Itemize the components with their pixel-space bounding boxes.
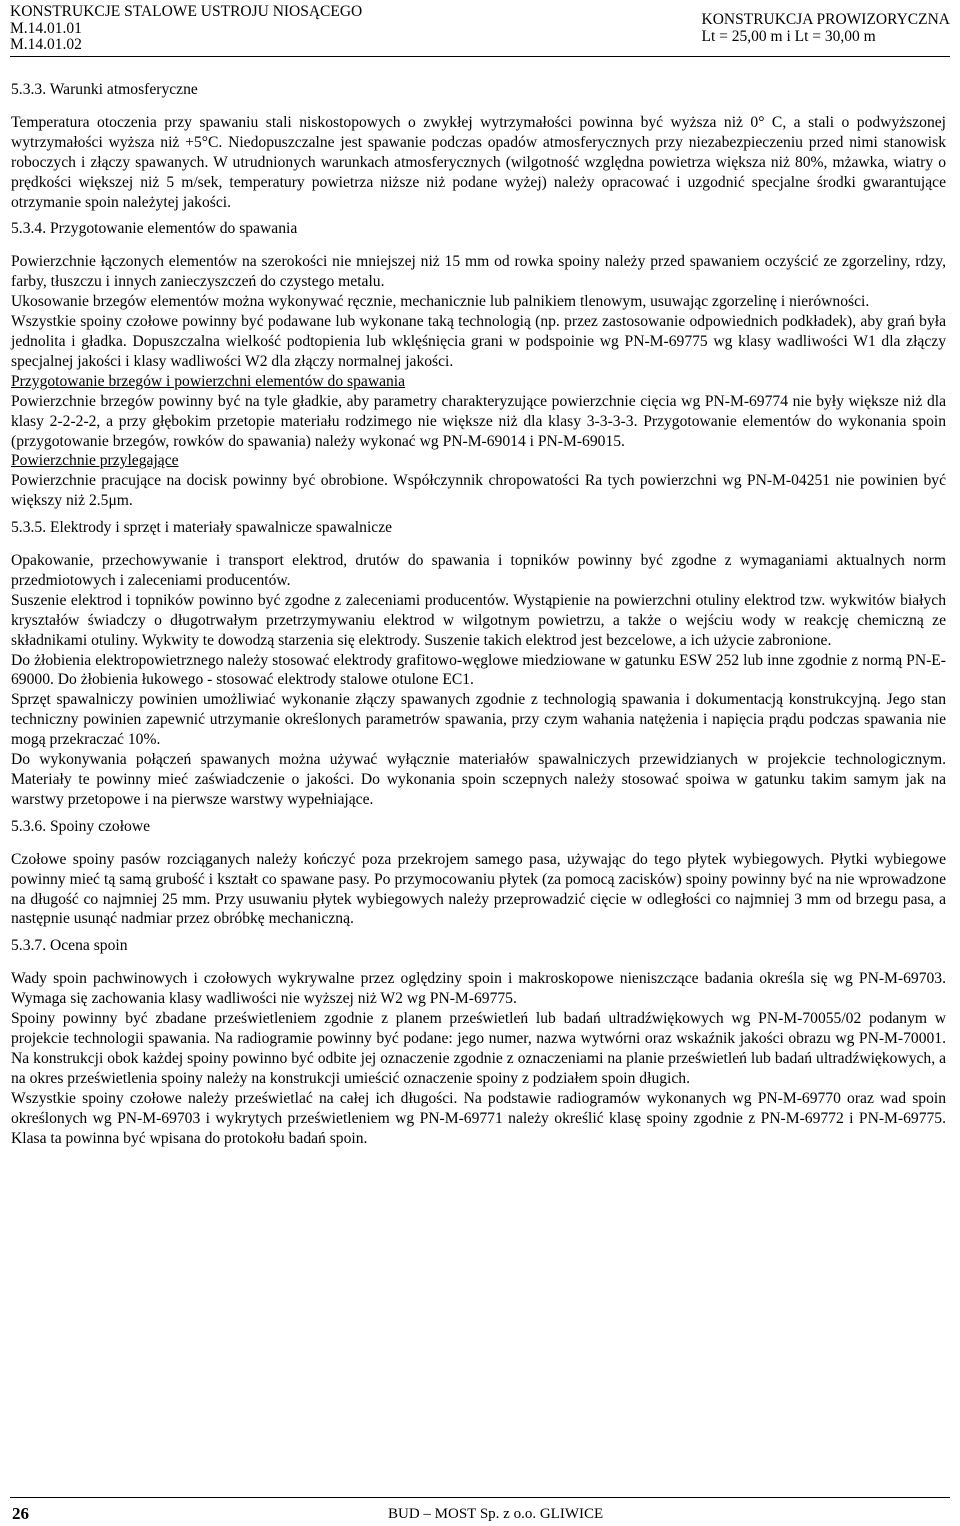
page-footer <box>10 1504 950 1524</box>
header-left <box>10 4 362 54</box>
page-header <box>10 4 950 57</box>
footer-divider <box>10 1497 950 1498</box>
paragraph: Spoiny powinny być zbadane prześwietleniem zgodnie z planem prześwietleń lub badań ultradźwiękowych wg PN-M-70055/02 podanym w projekcie technologii spawania. Na radiogramie powinny być podane: jego numer, nazwa wytwórni oraz wskaźnik jakości obrazu wg PN-M-70001. Na konstrukcji obok każdej spoiny powinno być odbite jej oznaczenie zgodnie z oznaczeniami na planie prześwietleń lub badań ultradźwiękowych, a na okres prześwietlenia spoiny należy na konstrukcji umieścić oznaczenie spoiny z podziałem spoin długich. <box>11 1010 946 1087</box>
section-heading-5-3-6: 5.3.6. Spoiny czołowe <box>11 817 151 835</box>
section-heading-5-3-4: 5.3.4. Przygotowanie elementów do spawania <box>11 220 298 238</box>
paragraph: Do wykonywania połączeń spawanych można używać wyłącznie materiałów spawalniczych przewidzianych w projekcie technologicznym. Materiały te powinny mieć zaświadczenie o jakości. Do wykonania spoin sczepnych należy stosować spoiwa w gatunku takim samym jak na warstwy przetopowe i na pierwsze warstwy wypełniające. <box>11 751 946 808</box>
paragraph: Wszystkie spoiny czołowe powinny być podawane lub wykonane taką technologią (np. przez zastosowanie odpowiednich podkładek), aby grań była jednolita i gładka. Dopuszczalna wielkość podtopienia lub wklęśnięcia grani w podspoinie wg PN-M-69775 wg klasy wadliwości W1 dla złączy specjalnej jakości i klasy wadliwości W2 dla złączy normalnej jakości. <box>11 313 946 370</box>
paragraph: Wszystkie spoiny czołowe należy prześwietlać na całej ich długości. Na podstawie radiogramów wykonanych wg PN-M-69770 oraz wad spoin określonych wg PN-M-69703 i wykrytych prześwietleniem wg PN-M-69771 należy określić klasę spoiny zgodnie z PN-M-69772 i PN-M-69775. Klasa ta powinna być wpisana do protokołu badań spoin. <box>11 1089 946 1147</box>
paragraph: Sprzęt spawalniczy powinien umożliwiać wykonanie złączy spawanych zgodnie z technologią spawania i dokumentacją konstrukcyjną. Jego stan techniczny powinien zapewnić utrzymanie określonych parametrów spawania, przy czym wahania natężenia i napięcia prądu podczas spawania nie mogą przekraczać 10%. <box>11 691 946 749</box>
header-spec-code-1: M.14.01.01 <box>10 19 82 37</box>
paragraph: Ukosowanie brzegów elementów można wykonywać ręcznie, mechanicznie lub palnikiem tlenowym, usuwając zgorzelinę i nierówności. <box>11 293 870 311</box>
header-right <box>702 12 950 45</box>
paragraph: Suszenie elektrod i topników powinno być zgodne z zaleceniami producentów. Wystąpienie na powierzchni otuliny elektrod tzw. wykwitów białych kryształów świadczy o długotrwałym przetrzymywaniu elektrod w wilgotnym powietrzu, a także o wejściu wody w reakcję chemiczną ze składnikami otuliny. Wykwity te dowodzą starzenia się elektrody. Suszenie takich elektrod jest bezcelowe, a ich użycie zabronione. <box>11 591 946 649</box>
header-span-lengths: Lt = 25,00 m i Lt = 30,00 m <box>701 27 876 45</box>
section-heading-5-3-7: 5.3.7. Ocena spoin <box>11 937 128 955</box>
header-spec-code-2: M.14.01.02 <box>10 36 82 53</box>
page-number: 26 <box>12 1504 29 1523</box>
paragraph: Opakowanie, przechowywanie i transport elektrod, drutów do spawania i topników powinny być zgodne z wymaganiami aktualnych norm przedmiotowych i zaleceniami producentów. <box>11 552 946 589</box>
subheading-contact-surfaces: Powierzchnie przylegające <box>11 452 179 470</box>
section-heading-5-3-3: 5.3.3. Warunki atmosferyczne <box>11 81 198 98</box>
subheading-edge-preparation: Przygotowanie brzegów i powierzchni elementów do spawania <box>11 372 406 390</box>
header-document-title: KONSTRUKCJE STALOWE USTROJU NIOSĄCEGO <box>10 3 363 20</box>
paragraph: Czołowe spoiny pasów rozciąganych należy kończyć poza przekrojem samego pasa, używając do tego płytek wybiegowych. Płytki wybiegowe powinny mieć tą samą grubość i kształt co spawane pasy. Po przymocowaniu płytek (za pomocą zacisków) spoiny powinny być na nie wprowadzone na długość co najmniej 25 mm. Przy usuwaniu płytek wybiegowych należy przeprowadzić cięcie w odległości co najmniej 3 mm od brzegu pasa, a następnie usunąć nadmiar przez obróbkę mechaniczną. <box>11 850 946 928</box>
paragraph: Wady spoin pachwinowych i czołowych wykrywalne przez oględziny spoin i makroskopowe nieniszczące badania określa się wg PN-M-69703. Wymaga się zachowania klasy wadliwości nie wyższej niż W2 wg PN-M-69775. <box>11 970 946 1008</box>
section-heading-5-3-5: 5.3.5. Elektrody i sprzęt i materiały spawalnicze spawalnicze <box>11 519 393 537</box>
company-name: BUD – MOST Sp. z o.o. GLIWICE <box>388 1506 604 1522</box>
document-body <box>11 80 946 1148</box>
header-structure-title: KONSTRUKCJA PROWIZORYCZNA <box>701 11 950 28</box>
paragraph: Do żłobienia elektropowietrznego należy stosować elektrody grafitowo-węglowe miedziowane w gatunku ESW 252 lub inne zgodnie z normą PN-E-69000. Do żłobienia łukowego - stosować elektrody stalowe otulone EC1. <box>11 651 946 689</box>
paragraph: Temperatura otoczenia przy spawaniu stali niskostopowych o zwykłej wytrzymałości powinna być wyższa niż 0° C, a stali o podwyższonej wytrzymałości wyższa niż +5°C. Niedopuszczalne jest spawanie podczas opadów atmosferycznych przy niezabezpieczeniu przed nimi stanowisk roboczych i złączy spawanych. W utrudnionych warunkach atmosferycznych (wilgotność względna powietrza większa niż 80%, mżawka, wiatry o prędkości większej niż 5 m/sek, temperatury powietrza niższe niż podane wyżej) należy opracować i uzgodnić specjalne środki gwarantujące otrzymanie spoin należytej jakości. <box>11 113 946 211</box>
paragraph: Powierzchnie brzegów powinny być na tyle gładkie, aby parametry charakteryzujące powierzchnie cięcia wg PN-M-69774 nie były większe niż dla klasy 2-2-2-2, a przy głębokim przetopie materiału rodzimego nie większe niż dla klasy 3-3-3-3. Przygotowanie elementów do wykonania spoin (przygotowanie brzegów, rowków do spawania) należy wykonać wg PN-M-69014 i PN-M-69015. <box>11 392 946 450</box>
paragraph: Powierzchnie łączonych elementów na szerokości nie mniejszej niż 15 mm od rowka spoiny należy przed spawaniem oczyścić ze zgorzeliny, rdzy, farby, tłuszczu i innych zanieczyszczeń do czystego metalu. <box>11 253 946 291</box>
paragraph: Powierzchnie pracujące na docisk powinny być obrobione. Współczynnik chropowatości Ra tych powierzchni wg PN-M-04251 nie powinien być większy niż 2.5μm. <box>11 472 946 510</box>
